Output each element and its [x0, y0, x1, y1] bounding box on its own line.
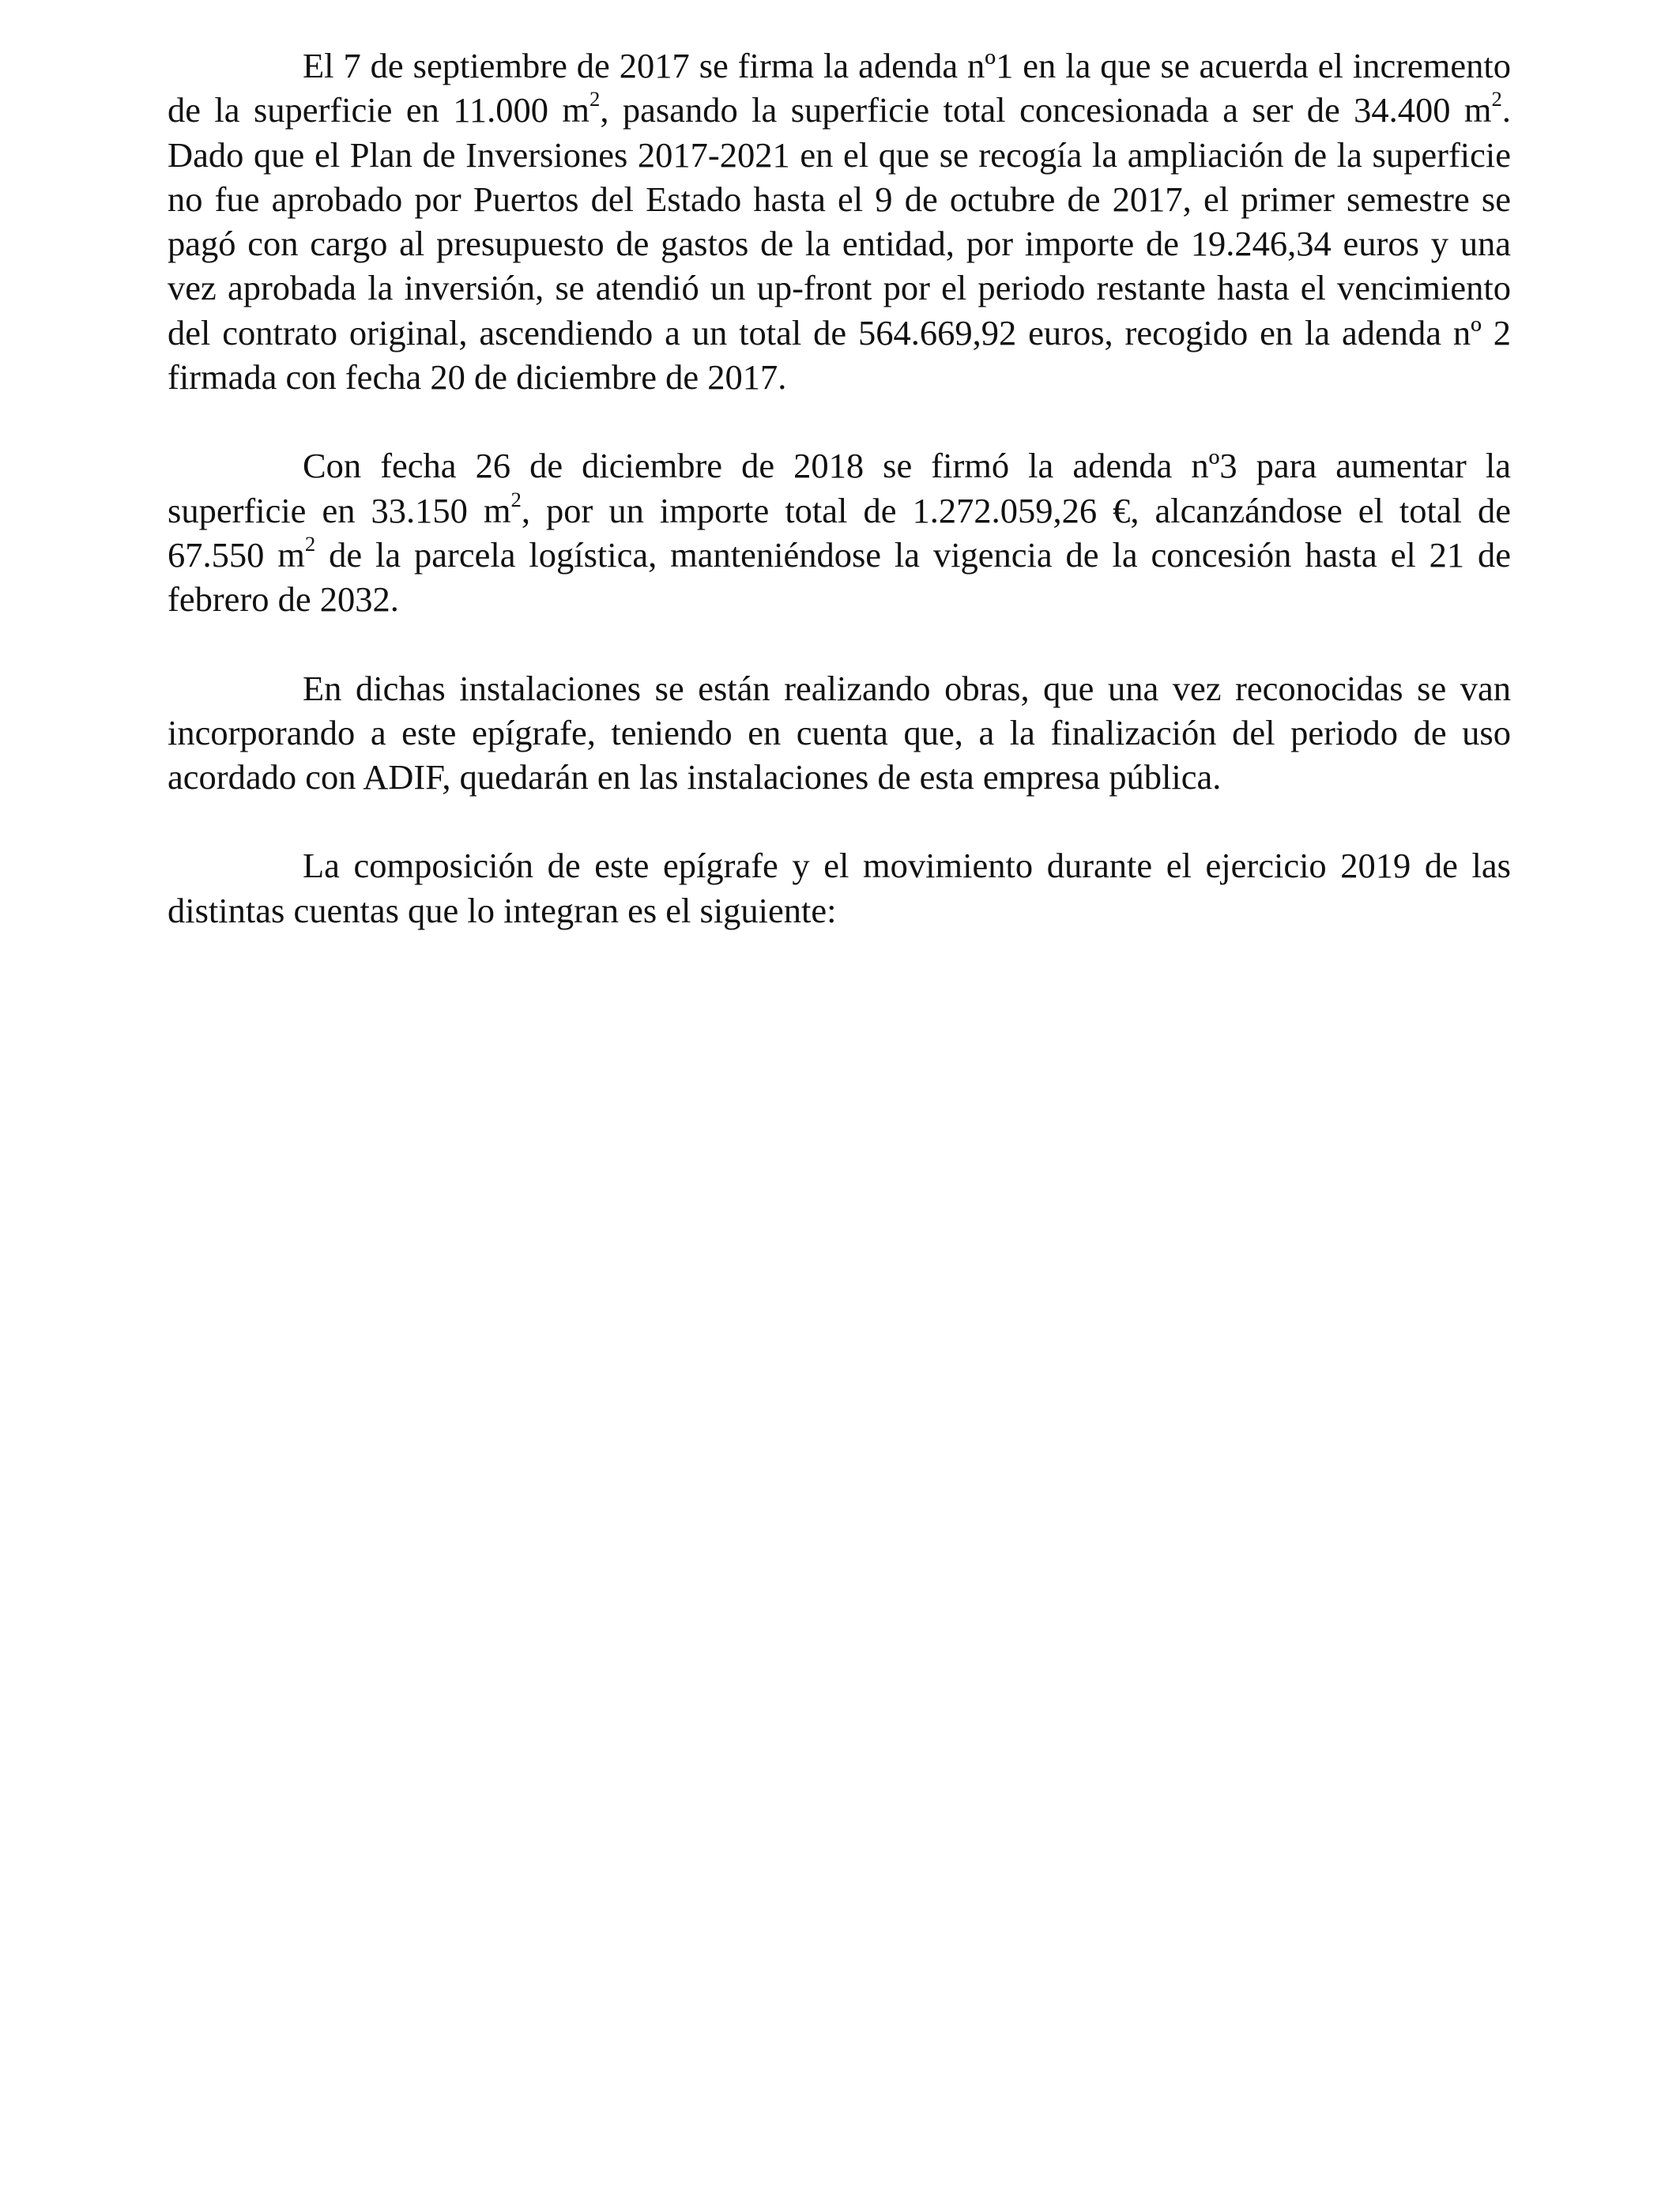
paragraph-obras [168, 666, 1511, 800]
paragraph-text: de la parcela logística, manteniéndose la vigencia de la concesión hasta el 21 de febrero de 2032. [168, 534, 1511, 620]
paragraph-adenda-1-2 [168, 43, 1511, 399]
paragraph-composicion [168, 843, 1511, 933]
paragraph-text: . Dado que el Plan de Inversiones 2017-2021 en el que se recogía la ampliación de la superficie no fue aprobado por Puertos del Estado hasta el 9 de octubre de 2017, el primer semestre se pagó con cargo al presupuesto de gastos de la entidad, por importe de 19.246,34 euros y una vez aprobada la inversión, se atendió un up-front por el periodo restante hasta el vencimiento del contrato original, ascendiendo a un total de 564.669,92 euros, recogido en la adenda nº 2 firmada con fecha 20 de diciembre de 2017. [168, 90, 1512, 398]
paragraph-text: Con fecha 26 de diciembre de 2018 se firmó la adenda nº3 para aumentar la superficie en 33.150 m [168, 446, 1511, 530]
paragraph-text: En dichas instalaciones se están realizando obras, que una vez reconocidas se van incorporando a este epígrafe, teniendo en cuenta que, a la finalización del periodo de uso acordado con ADIF, quedarán en las instalaciones de esta empresa pública. [168, 668, 1511, 797]
paragraph-text: , por un importe total de 1.272.059,26 €, alcanzándose el total de 67.550 m [168, 490, 1511, 575]
document-body [168, 43, 1511, 977]
superscript-squared: 2 [590, 87, 601, 111]
paragraph-text: La composición de este epígrafe y el movimiento durante el ejercicio 2019 de las distintas cuentas que lo integran es el siguiente: [168, 846, 1511, 930]
paragraph-text: El 7 de septiembre de 2017 se firma la adenda nº1 en la que se acuerda el incremento de la superficie en 11.000 m [168, 46, 1511, 130]
paragraph-adenda-3 [168, 443, 1511, 621]
superscript-squared: 2 [304, 531, 316, 556]
superscript-squared: 2 [1491, 87, 1502, 111]
superscript-squared: 2 [510, 487, 522, 511]
paragraph-text: , pasando la superficie total concesionada a ser de 34.400 m [600, 90, 1492, 130]
